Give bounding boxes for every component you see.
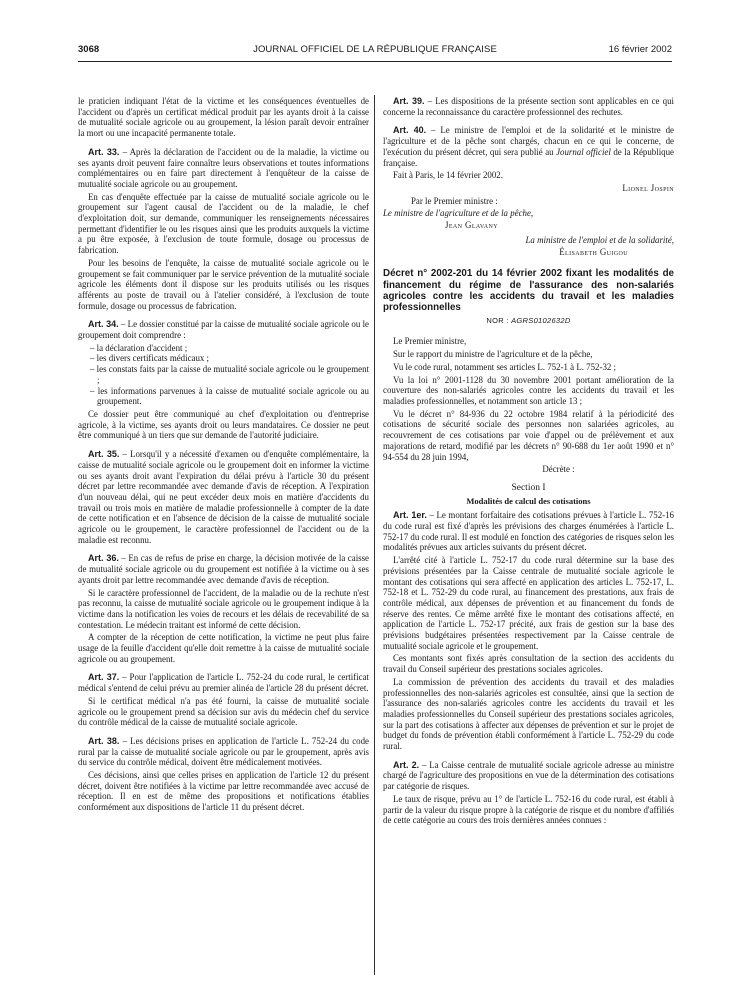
paragraph: Le Premier ministre, xyxy=(393,336,467,347)
list-item: – la déclaration d'accident ; xyxy=(90,342,188,353)
article-label: Art. 38. xyxy=(88,735,120,746)
article-label: Art. 33. xyxy=(88,146,120,157)
paragraph: Pour les besoins de l'enquête, la caisse de mutualité sociale agricole ou le groupement se fait communiquer par le service prévention de la mutualité sociale agricole les éléments dont il dispose sur les produits utilisés ou les risques afférents au poste de travail ou à l'atelier considéré, à l'exclusion de toute formule, dosage ou processus de fabrication. xyxy=(78,257,369,311)
decree-title: Décret n° 2002-201 du 14 février 2002 fixant les modalités de financement du régime de l'assurance des non-salariés agricoles contre les accidents du travail et les maladies professionnelles xyxy=(383,268,674,314)
right-column xyxy=(383,96,674,984)
article-40 xyxy=(383,125,674,168)
article-33 xyxy=(78,147,369,190)
paragraph: L'arrêté cité à l'article L. 752-17 du code rural détermine sur la base des prévisions présentées par la Caisse centrale de mutualité sociale agricole le montant des cotisations qui sera affecté en application des articles L. 752-17, L. 752-18 et L. 752-29 du code rural, au financement des prestations, aux frais de contrôle médical, aux dépenses de prévention et au financement du fonds de réserve des rentes. Ce même arrêté fixe le montant des cotisations affecté, en application de l'article L. 752-17 précité, aux frais de gestion sur la base des prévisions budgétaires présentées respectivement par la Caisse centrale de mutualité sociale agricole et le groupement. xyxy=(383,555,674,651)
paragraph: A compter de la réception de cette notification, la victime ne peut plus faire usage de la feuille d'accident qu'elle doit remettre à la caisse de mutualité sociale agricole ou au groupement. xyxy=(78,632,369,664)
header-rule xyxy=(78,61,672,62)
page-number: 3068 xyxy=(78,44,100,55)
journal-officiel-ref: Journal officiel xyxy=(556,146,611,157)
article-text: – Les décisions prises en application de l'article L. 752-24 du code rural par la caisse de mutualité sociale agricole ou par le groupement, après avis du service du contrôle médical, doivent être médicalement motivées. xyxy=(78,735,369,768)
journal-title: JOURNAL OFFICIEL DE LA RÉPUBLIQUE FRANÇAISE xyxy=(253,44,497,55)
paragraph: Ces montants sont fixés après consultation de la section des accidents du travail du Conseil supérieur des prestations sociales agricoles. xyxy=(383,653,674,675)
nor-code: AGRS0102632D xyxy=(511,315,571,325)
paragraph: Si le certificat médical n'a pas été fourni, la caisse de mutualité sociale agricole ou le groupement prend sa décision sur avis du médecin chef du service du contrôle médical de la caisse de mutualité sociale agricole. xyxy=(78,695,369,728)
issue-date: 16 février 2002 xyxy=(608,44,672,55)
article-39 xyxy=(383,96,674,117)
article-text: – La Caisse centrale de mutualité sociale agricole adresse au ministre chargé de l'agriculture des propositions en vue de la détermination des cotisations par catégorie de risques. xyxy=(383,759,674,792)
page-header xyxy=(78,44,672,58)
article-text: – Les dispositions de la présente section sont applicables en ce qui concerne la reconnaissance du caractère professionnel des rechutes. xyxy=(383,96,674,117)
paragraph: Sur le rapport du ministre de l'agriculture et de la pêche, xyxy=(393,349,593,360)
paragraph: Vu le code rural, notamment ses articles L. 752-1 à L. 752-32 ; xyxy=(393,361,617,372)
left-column xyxy=(78,96,369,984)
article-label: Art. 2. xyxy=(393,759,420,770)
section-title: Section I xyxy=(511,482,546,493)
list-item: – les constats faits par la caisse de mutualité sociale agricole ou le groupement ; xyxy=(90,364,369,385)
article-label: Art. 35. xyxy=(88,449,120,460)
article-text: – Après la déclaration de l'accident ou de la maladie, la victime ou ses ayants droit peuvent faire connaître leurs observations et toutes informations complémentaires ou en faire part directement à l'enquêteur de la caisse de mutualité sociale agricole ou au groupement. xyxy=(78,146,369,189)
article-label: Art. 36. xyxy=(88,553,119,564)
nor-reference xyxy=(383,316,674,327)
article-37 xyxy=(78,672,369,693)
section-subtitle: Modalités de calcul des cotisations xyxy=(466,495,591,506)
article-34 xyxy=(78,319,369,340)
paragraph: En cas d'enquête effectuée par la caisse de mutualité sociale agricole ou le groupement sur l'agent causal de l'accident ou de la maladie, le chef d'exploitation doit, sur demande, communiquer les renseignements nécessaires permettant d'identifier le ou les risques ainsi que les produits auxquels la victime a pu être exposée, à l'exclusion de toute formule, dosage ou processus de fabrication. xyxy=(78,191,369,256)
paragraph: Ces décisions, ainsi que celles prises en application de l'article 12 du présent décret, doivent être notifiées à la victime par lettre recommandée avec accusé de réception. Il en est de même des propositions et notifications établies conformément aux dispositions de l'article 11 du présent décret. xyxy=(78,770,369,813)
article-1 xyxy=(383,510,674,553)
paragraph: La commission de prévention des accidents du travail et des maladies professionnelles des non-salariés agricoles est consultée, ainsi que la section de l'assurance des non-salariés agricoles contre les accidents du travail et les maladies professionnelles du Conseil supérieur des prestations sociales agricoles, sur la part des cotisations à affecter aux dépenses de prévention et sur le projet de budget du fonds de prévention établi conformément à l'article L. 752-29 du code rural. xyxy=(383,676,674,752)
article-label: Art. 37. xyxy=(88,672,120,683)
done-at: Fait à Paris, le 14 février 2002. xyxy=(393,170,503,181)
article-text: – Le dossier constitué par la caisse de mutualité sociale agricole ou le groupement doit comprendre : xyxy=(78,319,369,341)
article-text: – Lorsqu'il y a nécessité d'examen ou d'enquête complémentaire, la caisse de mutualité sociale agricole ou le groupement doit en informer la victime ou ses ayants droit avant l'expiration du délai prévu à l'article 30 du présent décret par lettre recommandée avec demande d'avis de réception. A l'expiration d'un nouveau délai, qui ne peut excéder deux mois en matière d'accidents du travail ou trois mois en matière de maladie professionnelle à compter de la date de cette notification et en l'absence de décision de la caisse de mutualité sociale agricole ou le groupement, le caractère professionnel de l'accident ou de la maladie est reconnu. xyxy=(78,449,369,545)
article-text: de la République française. xyxy=(383,146,674,168)
paragraph: Le taux de risque, prévu au 1° de l'article L. 752-16 du code rural, est établi à partir de la valeur du risque propre à la catégorie de risque et du nombre d'affiliés de cette catégorie au cours des trois dernières années connues : xyxy=(383,793,674,826)
nor-label: NOR : xyxy=(486,315,512,325)
article-label: Art. 1er. xyxy=(393,510,427,521)
paragraph: Vu la loi n° 2001-1128 du 30 novembre 2001 portant amélioration de la couverture des non-salariés agricoles contre les accidents du travail et les maladies professionnelles, et notamment son article 13 ; xyxy=(383,374,674,406)
article-36 xyxy=(78,553,369,585)
minister-agriculture-title: Le ministre de l'agriculture et de la pêche, xyxy=(383,208,534,219)
article-text: – En cas de refus de prise en charge, la décision motivée de la caisse de mutualité sociale agricole ou du groupement est notifiée à la victime ou à ses ayants droit par lettre recommandée avec demande d'avis de réception. xyxy=(78,553,369,585)
signatory-prime-minister: Lionel Jospin xyxy=(622,182,674,193)
minister-emploi-title: La ministre de l'emploi et de la solidarité, xyxy=(525,234,674,245)
article-35 xyxy=(78,449,369,545)
article-38 xyxy=(78,736,369,768)
paragraph: Si le caractère professionnel de l'accident, de la maladie ou de la rechute n'est pas reconnu, la caisse de mutualité sociale agricole ou le groupement indique à la victime dans la notification les voies de recours et les délais de recevabilité de sa contestation. Le médecin traitant est informé de cette décision. xyxy=(78,587,369,630)
article-text: – Pour l'application de l'article L. 752-24 du code rural, le certificat médical s'entend de celui prévu au premier alinéa de l'article 28 du présent décret. xyxy=(78,672,369,694)
article-2 xyxy=(383,760,674,792)
article-label: Art. 34. xyxy=(88,319,119,330)
list-item: – les divers certificats médicaux ; xyxy=(90,353,210,364)
article-label: Art. 40. xyxy=(393,125,427,136)
dossier-items-list xyxy=(78,343,369,407)
list-item: – les informations parvenues à la caisse de mutualité sociale agricole ou au groupement. xyxy=(90,385,369,407)
article-label: Art. 39. xyxy=(393,96,425,106)
by-prime-minister: Par le Premier ministre : xyxy=(411,195,498,206)
minister-agriculture-name: Jean Glavany xyxy=(445,220,498,231)
column-divider xyxy=(374,95,375,975)
article-text: – Le ministre de l'emploi et de la solidarité et le ministre de l'agriculture et de la pêche sont chargés, chacun en ce qui le concerne, de l'exécution du présent décret, qui sera publié au xyxy=(383,125,674,157)
paragraph: Vu le décret n° 84-936 du 22 octobre 1984 relatif à la périodicité des cotisations de sécurité sociale des personnes non salariées agricoles, au recouvrement de ces cotisations par voie d'appel ou de prélèvement et aux majorations de retard, modifié par les décrets n° 90-688 du 1er août 1990 et n° 94-554 du 28 juin 1994, xyxy=(383,408,674,462)
decrete: Décrète : xyxy=(542,464,575,475)
minister-emploi-name: Élisabeth Guigou xyxy=(559,247,628,258)
article-text: – Le montant forfaitaire des cotisations prévues à l'article L. 752-16 du code rural est fixé d'après les prévisions des charges énumérées à l'article L. 752-17 du code rural. Il est modulé en fonction des catégories de risques selon les modalités prévues aux articles suivants du présent décret. xyxy=(383,510,674,553)
paragraph: le praticien indiquant l'état de la victime et les conséquences éventuelles de l'accident ou d'après un certificat médical produit par les ayants droit à la caisse de mutualité sociale agricole ou au groupement, la lésion paraît devoir entraîner la mort ou une incapacité permanente totale. xyxy=(78,96,369,139)
paragraph: Ce dossier peut être communiqué au chef d'exploitation ou d'entreprise agricole, à la victime, ses ayants droit ou leurs mandataires. Ce dossier ne peut être communiqué à un tiers que sur demande de l'autorité judiciaire. xyxy=(78,408,369,441)
